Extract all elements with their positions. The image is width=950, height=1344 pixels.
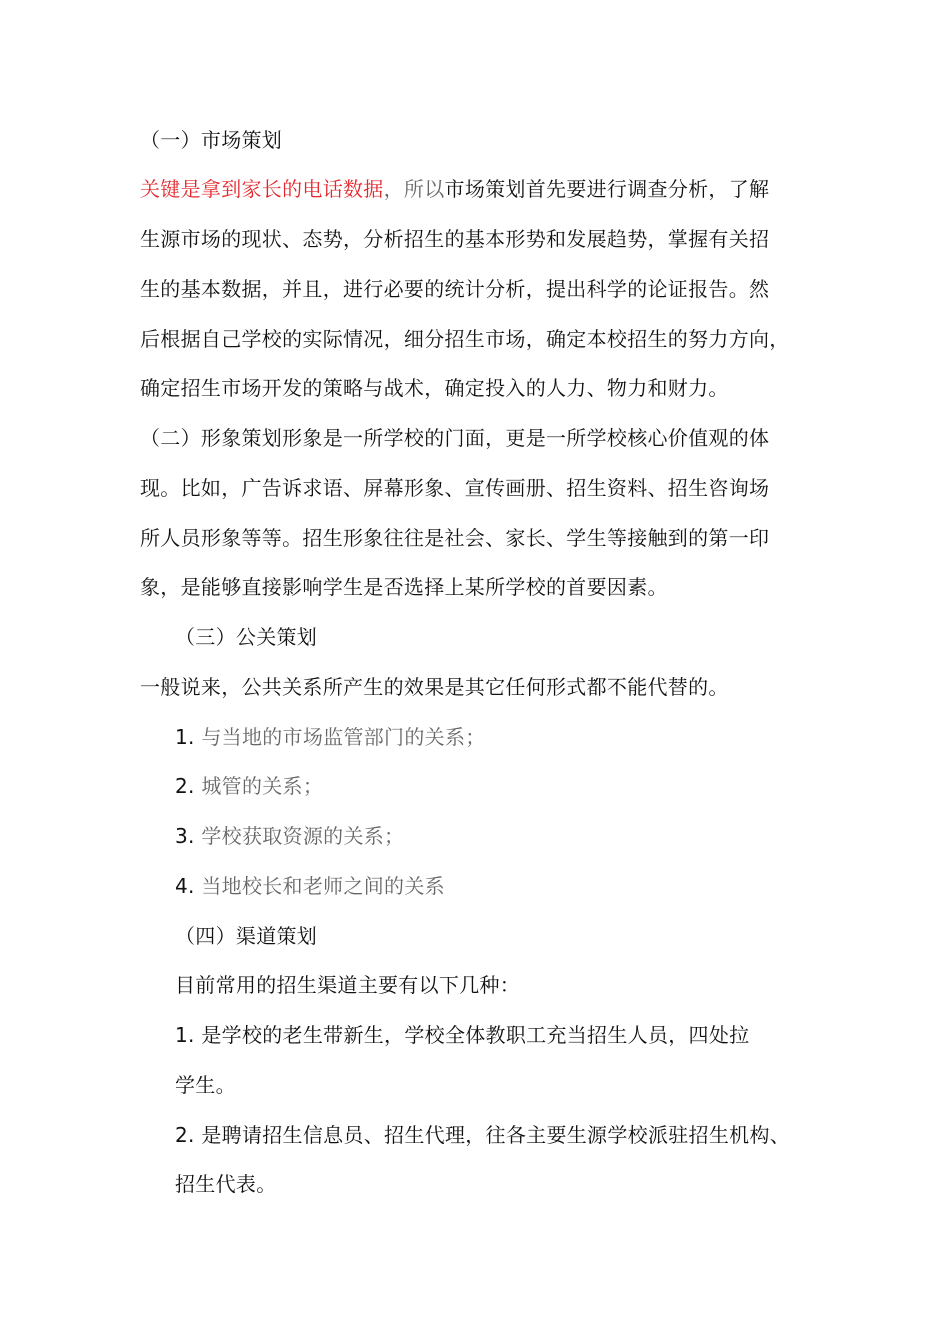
section-2-line-2: 现。比如，广告诉求语、屏幕形象、宣传画册、招生资料、招生咨询场 <box>140 476 770 500</box>
section-4-heading: （四）渠道策划 <box>175 924 318 948</box>
section-1-line-3: 生的基本数据，并且，进行必要的统计分析，提出科学的论证报告。然 <box>140 277 770 301</box>
list-text: 当地校长和老师之间的关系 <box>201 874 445 898</box>
comma-text: ，所以 <box>383 177 445 201</box>
section-2-line-1: （二）形象策划形象是一所学校的门面，更是一所学校核心价值观的体 <box>140 426 770 450</box>
section-1-line-5: 确定招生市场开发的策略与战术，确定投入的人力、物力和财力。 <box>140 376 729 400</box>
list-number: 1. <box>175 725 195 749</box>
section-1-line-1 <box>140 174 769 204</box>
list-item <box>175 871 445 901</box>
list-item <box>175 722 486 752</box>
section-4-item-2-line-2: 招生代表。 <box>175 1172 277 1196</box>
section-4-item-1-line-1: 1. 是学校的老生带新生，学校全体教职工充当招生人员，四处拉 <box>175 1023 750 1047</box>
list-number: 4. <box>175 874 195 898</box>
list-text: 学校获取资源的关系； <box>201 824 405 848</box>
section-1-line-2: 生源市场的现状、态势，分析招生的基本形势和发展趋势，掌握有关招 <box>140 227 770 251</box>
list-item <box>175 771 323 801</box>
section-1-line-4: 后根据自己学校的实际情况，细分招生市场，确定本校招生的努力方向， <box>140 327 790 351</box>
list-number: 2. <box>175 774 195 798</box>
list-item <box>175 821 404 851</box>
section-3-heading: （三）公关策划 <box>175 625 318 649</box>
list-number: 3. <box>175 824 195 848</box>
list-text: 城管的关系； <box>201 774 324 798</box>
section-1-heading: （一）市场策划 <box>140 128 283 152</box>
section-3-intro: 一般说来，公共关系所产生的效果是其它任何形式都不能代替的。 <box>140 675 729 699</box>
section-4-item-1-line-2: 学生。 <box>175 1073 236 1097</box>
section-2-line-4: 象，是能够直接影响学生是否选择上某所学校的首要因素。 <box>140 575 668 599</box>
highlighted-text: 关键是拿到家长的电话数据 <box>140 177 384 201</box>
section-2-line-3: 所人员形象等等。招生形象往往是社会、家长、学生等接触到的第一印 <box>140 526 770 550</box>
section-4-item-2-line-1: 2. 是聘请招生信息员、招生代理，往各主要生源学校派驻招生机构、 <box>175 1123 791 1147</box>
section-4-intro: 目前常用的招生渠道主要有以下几种： <box>175 973 521 997</box>
line-text: 市场策划首先要进行调查分析，了解 <box>444 177 770 201</box>
list-text: 与当地的市场监管部门的关系； <box>201 725 486 749</box>
